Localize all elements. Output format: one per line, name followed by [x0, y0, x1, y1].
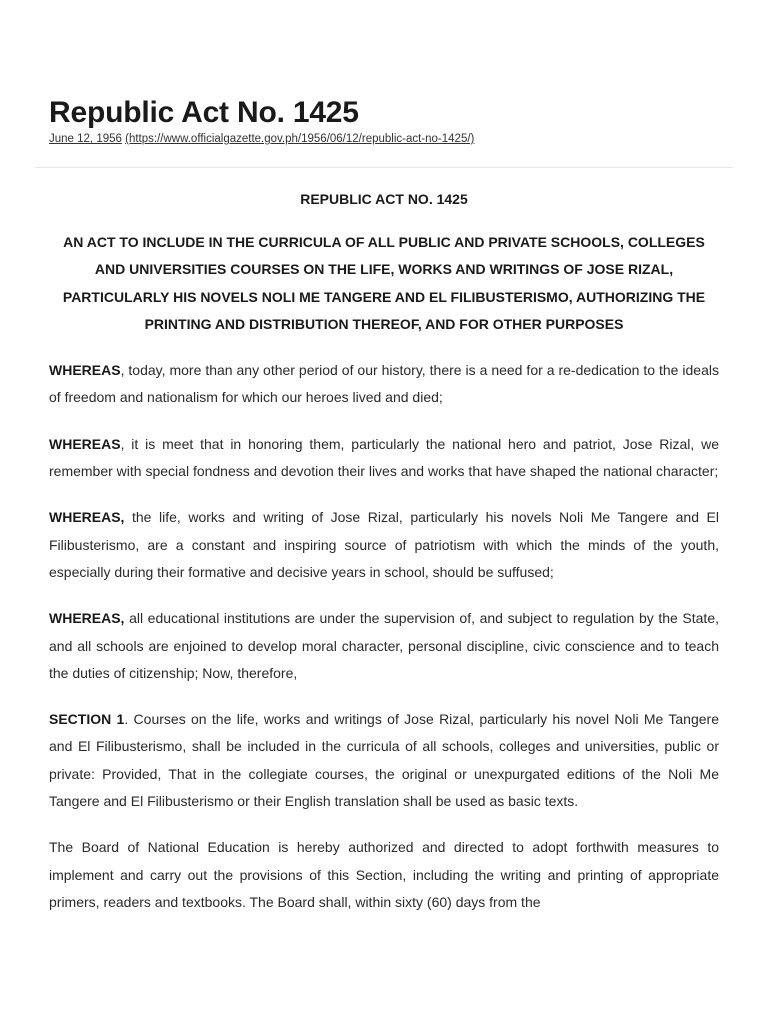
act-number-heading: REPUBLIC ACT NO. 1425	[300, 191, 468, 207]
clause-text: , today, more than any other period of our history, there is a need for a re-dedication to the ideals of freedom and nationalism for which our heroes lived and died;	[49, 362, 719, 406]
header-divider	[35, 167, 733, 168]
clause-lead: WHEREAS,	[49, 610, 125, 627]
whereas-clause-2	[49, 431, 719, 486]
whereas-clause-3	[49, 504, 719, 586]
clause-lead: WHEREAS	[49, 362, 121, 379]
whereas-clause-1	[49, 357, 719, 412]
clause-lead: WHEREAS	[49, 435, 121, 452]
section-lead: SECTION 1	[49, 711, 125, 728]
section-1	[49, 706, 719, 815]
publication-meta	[49, 132, 729, 146]
board-directive-paragraph	[49, 834, 719, 916]
publication-date-link[interactable]: June 12, 1956	[49, 133, 122, 145]
clause-lead: WHEREAS,	[49, 509, 125, 526]
page-title: Republic Act No. 1425	[49, 96, 359, 129]
paragraph-text: The Board of National Education is hereby authorized and directed to adopt forthwith measures to implement and carry out the provisions of this Section, including the writing and printing of appropriate primers, readers and textbooks. The Board shall, within sixty (60) days from the	[49, 839, 719, 910]
clause-text: all educational institutions are under the supervision of, and subject to regulation by the State, and all schools are enjoined to develop moral character, personal discipline, civic conscience and to teach the duties of citizenship; Now, therefore,	[49, 610, 719, 681]
document-header	[49, 95, 729, 146]
act-long-title: AN ACT TO INCLUDE IN THE CURRICULA OF ALL PUBLIC AND PRIVATE SCHOOLS, COLLEGES AND UNIVERSITIES COURSES ON THE LIFE, WORKS AND WRITINGS OF JOSE RIZAL, PARTICULARLY HIS NOVELS NOLI ME TANGERE AND EL FILIBUSTERISMO, AUTHORIZING THE PRINTING AND DISTRIBUTION THEREOF, AND FOR OTHER PURPOSES	[62, 234, 706, 332]
clause-text: , it is meet that in honoring them, particularly the national hero and patriot, Jose Rizal, we remember with special fondness and devotion their lives and works that have shaped the national character;	[49, 435, 719, 480]
whereas-clause-4	[49, 605, 719, 687]
source-url-link[interactable]: (https://www.officialgazette.gov.ph/1956/06/12/republic-act-no-1425/)	[125, 133, 475, 145]
document-body	[49, 186, 719, 935]
section-text: . Courses on the life, works and writings of Jose Rizal, particularly his novel Noli Me Tangere and El Filibusterismo, shall be included in the curricula of all schools, colleges and universities, public or private: Provided, That in the collegiate courses, the original or unexpurgated editions of the Noli Me Tangere and El Filibusterismo or their English translation shall be used as basic texts.	[49, 711, 719, 810]
clause-text: the life, works and writing of Jose Rizal, particularly his novels Noli Me Tangere and El Filibusterismo, are a constant and inspiring source of patriotism with which the minds of the youth, especially during their formative and decisive years in school, should be suffused;	[49, 509, 719, 580]
